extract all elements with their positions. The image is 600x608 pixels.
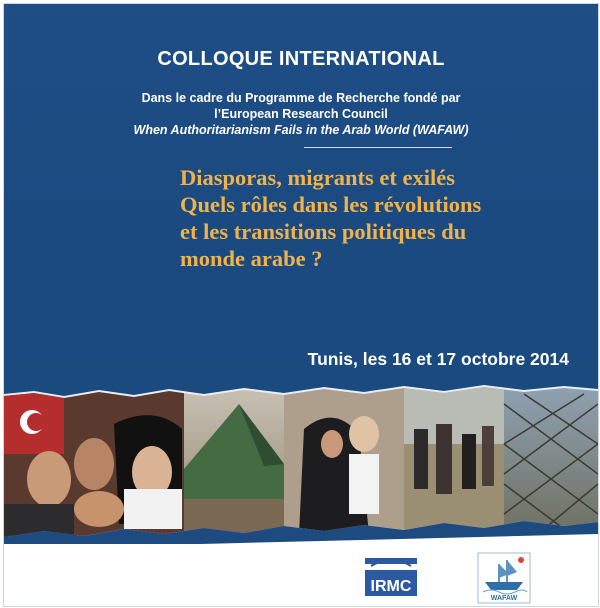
title-line-4: monde arabe ? xyxy=(180,246,323,271)
divider-line xyxy=(304,147,452,148)
photo-collage xyxy=(4,384,598,554)
event-date: Tunis, les 16 et 17 octobre 2014 xyxy=(307,349,569,369)
framework-line-3: When Authoritarianism Fails in the Arab World (WAFAW) xyxy=(133,123,469,137)
title-line-2: Quels rôles dans les révolutions xyxy=(180,192,482,217)
title-line-3: et les transitions politiques du xyxy=(180,219,467,244)
research-program-block xyxy=(4,90,598,138)
colloquium-title xyxy=(180,164,580,272)
irmc-logo-text: IRMC xyxy=(370,578,412,595)
wafaw-logo xyxy=(477,552,531,604)
irmc-logo xyxy=(361,552,421,602)
event-type-label: COLLOQUE INTERNATIONAL xyxy=(157,48,445,70)
wafaw-logo-text: WAFAW xyxy=(490,595,518,602)
title-line-1: Diasporas, migrants et exilés xyxy=(180,165,455,190)
framework-line-2: l’European Research Council xyxy=(214,107,388,121)
colloquium-poster xyxy=(3,3,599,607)
framework-line-1: Dans le cadre du Programme de Recherche fondé par xyxy=(141,91,461,105)
